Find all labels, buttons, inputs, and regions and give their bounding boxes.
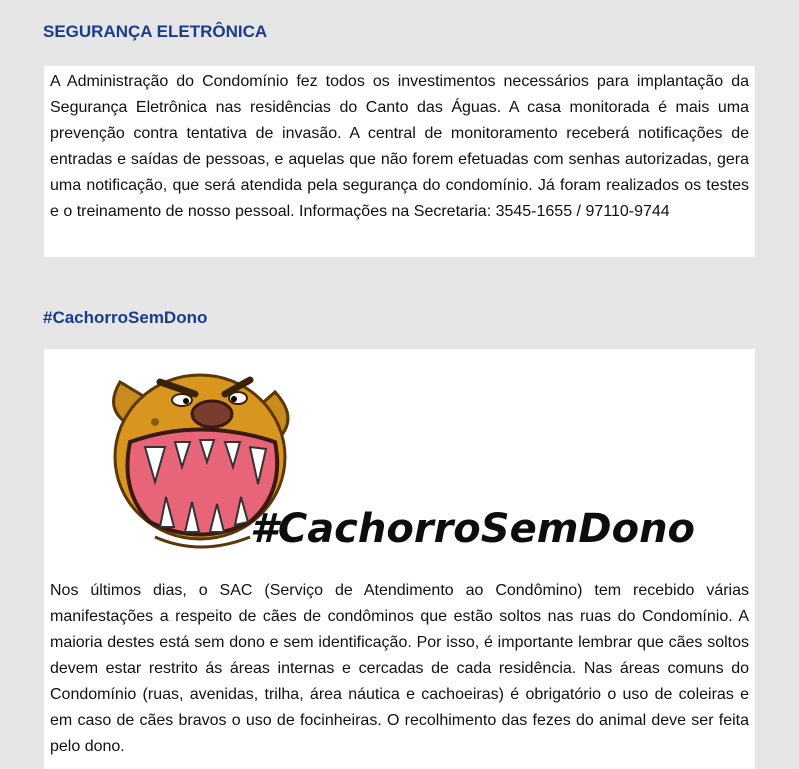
cachorro-paragraph: Nos últimos dias, o SAC (Serviço de Atendimento ao Condômino) tem recebido várias manifestações a respeito de cães de condôminos que estão soltos nas ruas do Condomínio. A maioria destes está sem dono e sem identificação. Por isso, é importante lembrar que cães soltos devem estar restrito ás áreas internas e cercadas de cada residência. Nas áreas comuns do Condomínio (ruas, avenidas, trilha, área náutica e cachoeiras) é obrigatório o uso de coleiras e em caso de cães bravos o uso de focinheiras. O recolhimento das fezes do animal deve ser feita pelo dono. xyxy=(50,582,749,755)
cachorro-banner-text: #CachorroSemDono xyxy=(250,506,696,552)
seguranca-content-box xyxy=(44,66,755,257)
seguranca-paragraph: A Administração do Condomínio fez todos os investimentos necessários para implantação da Segurança Eletrônica nas residências do Canto das Águas. A casa monitorada é mais uma prevenção contra tentativa de invasão. A central de monitoramento receberá notificações de entradas e saídas de pessoas, e aquelas que não forem efetuadas com senhas autorizadas, gera uma notificação, que será atendida pela segurança do condomínio. Já foram realizados os testes e o treinamento de nosso pessoal. Informações na Secretaria: 3545-1655 / 97110-9744 xyxy=(50,73,749,220)
section-title-seguranca: SEGURANÇA ELETRÔNICA xyxy=(43,22,268,41)
cachorro-content-box xyxy=(44,349,755,769)
cachorro-banner xyxy=(44,352,755,578)
section-title-cachorro: #CachorroSemDono xyxy=(43,308,208,327)
